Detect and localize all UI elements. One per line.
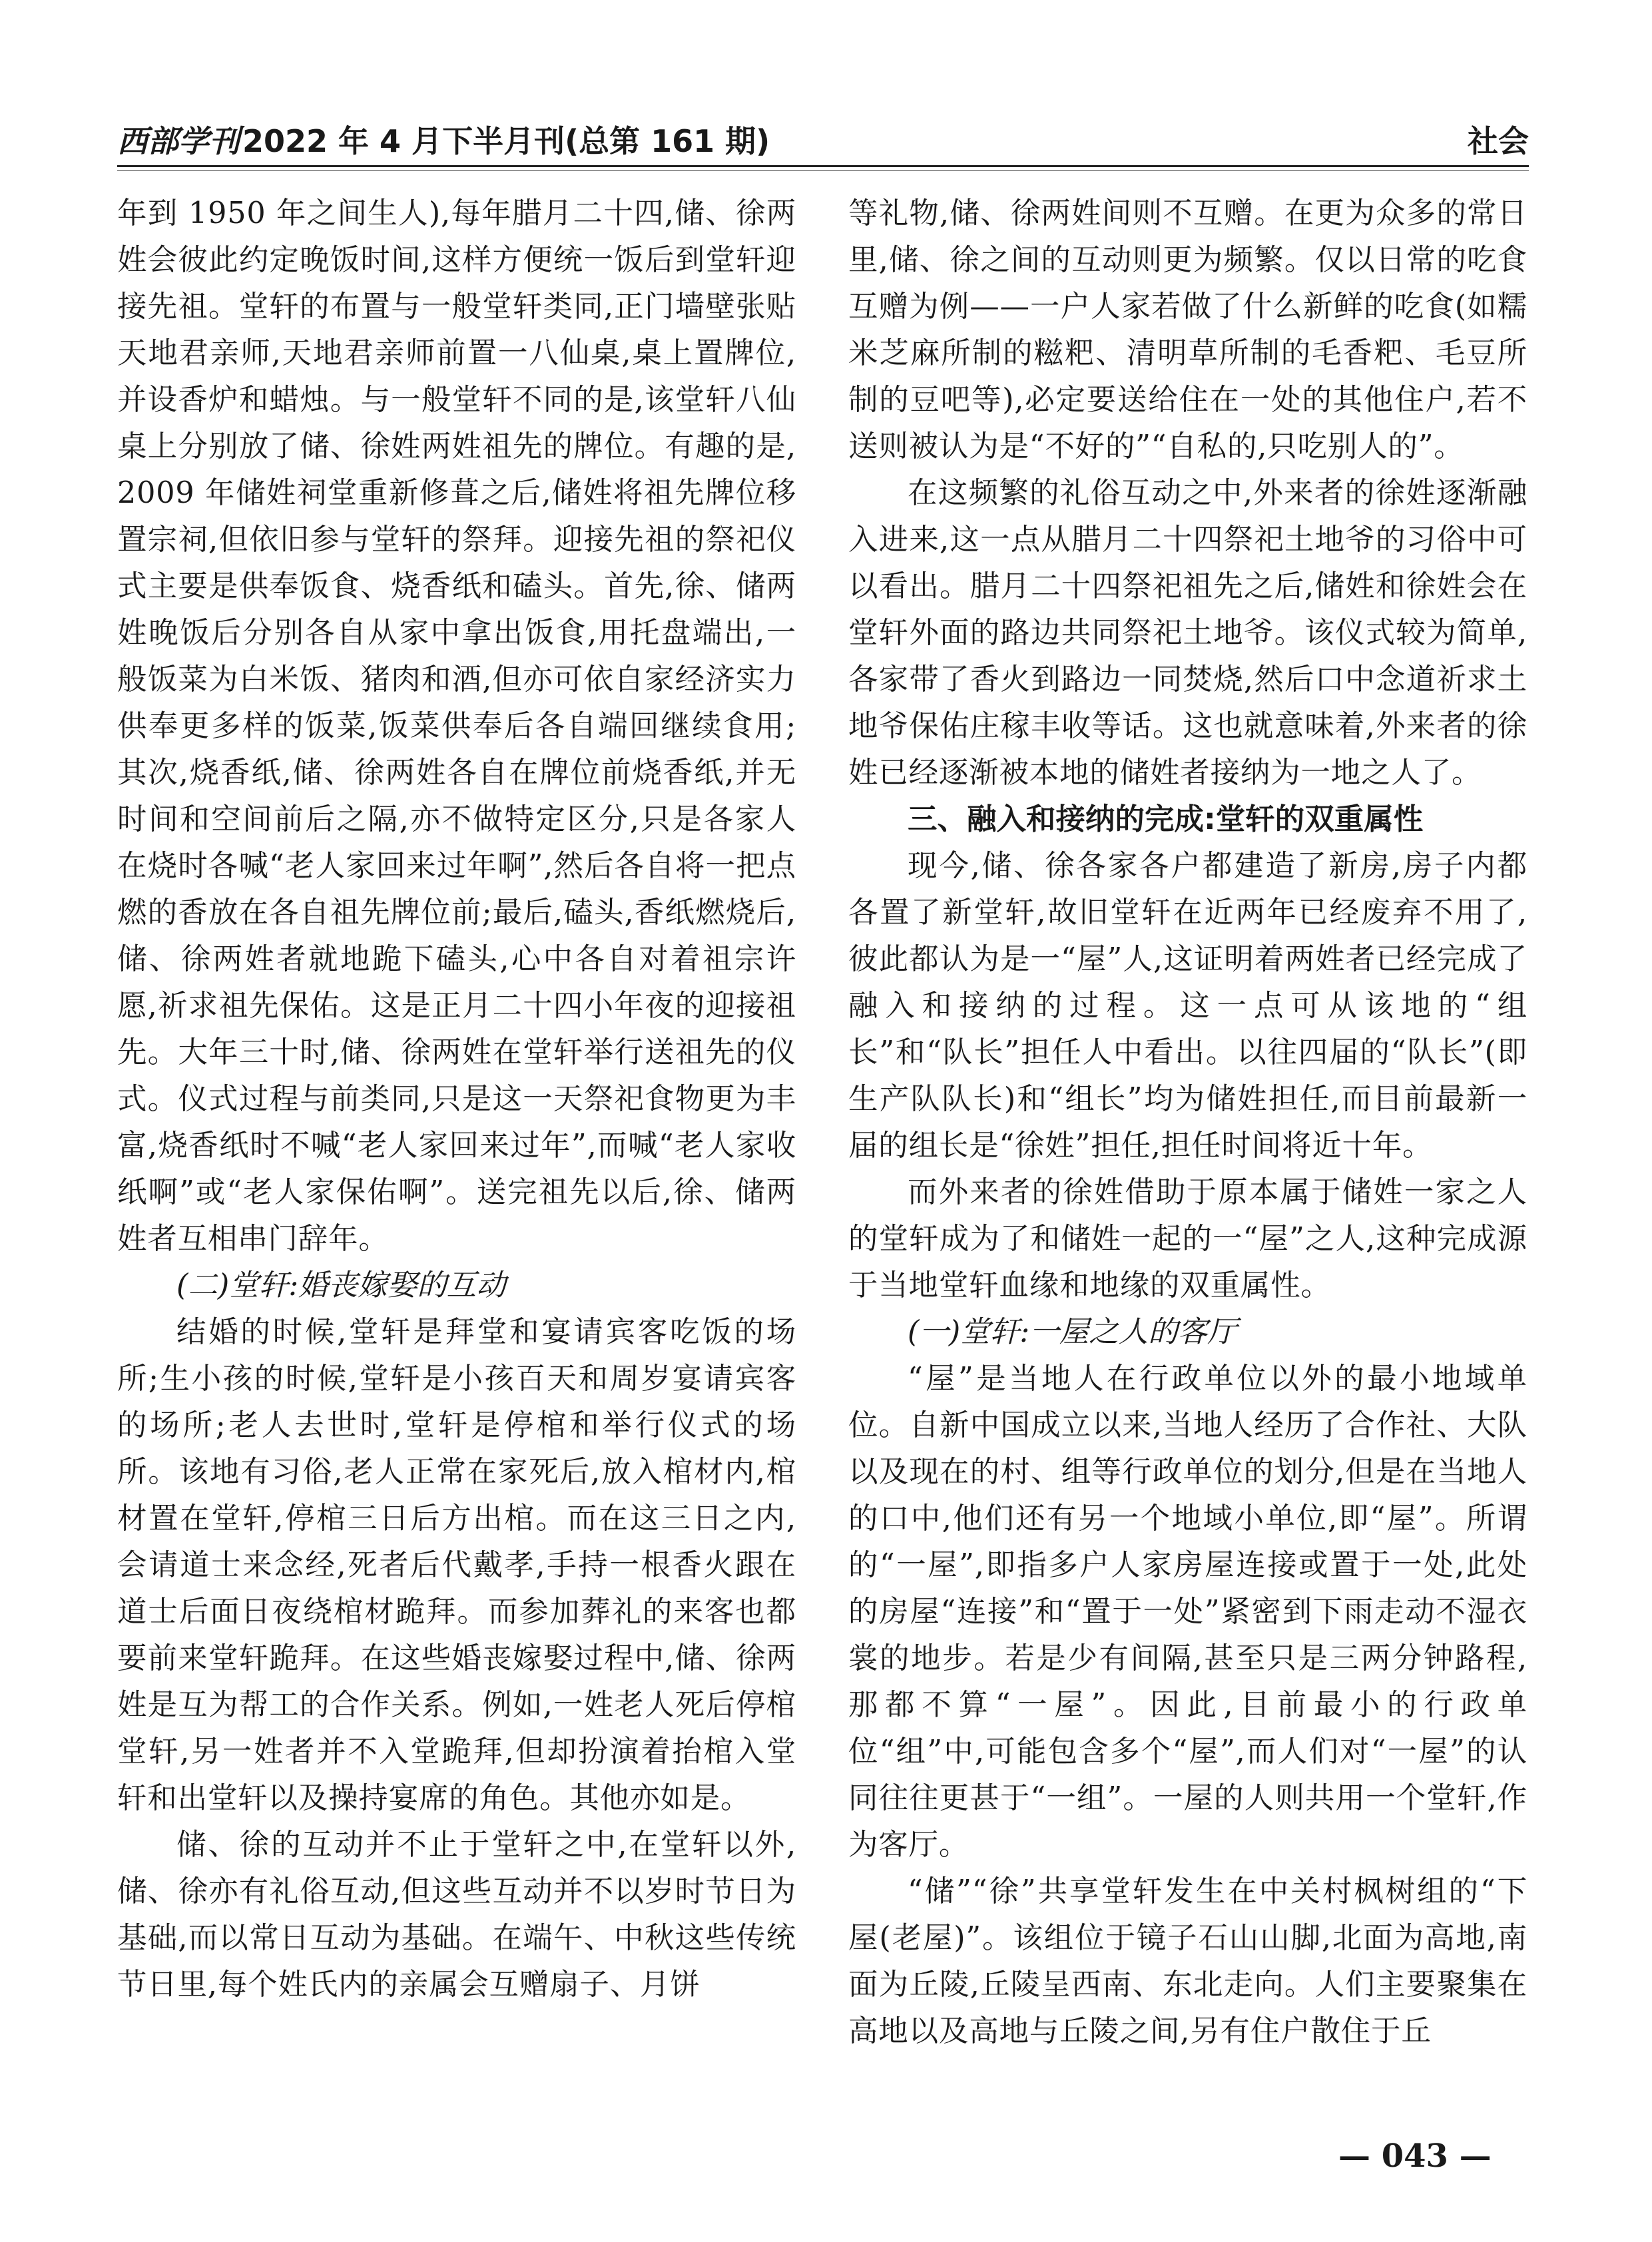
page-header [117, 117, 1529, 160]
paragraph: 现今,储、徐各家各户都建造了新房,房子内都各置了新堂轩,故旧堂轩在近两年已经废弃不用了,彼此都认为是一“屋”人,这证明着两姓者已经完成了融入和接纳的过程。这一点可从该地的“组长”和“队长”担任人中看出。以往四届的“队长”(即生产队队长)和“组长”均为储姓担任,而目前最新一届的组长是“徐姓”担任,担任时间将近十年。 [848, 849, 1527, 1163]
section-label: 社会 [1468, 123, 1529, 159]
paragraph: “储”“徐”共享堂轩发生在中关村枫树组的“下屋(老屋)”。该组位于镜子石山山脚,北面为高地,南面为丘陵,丘陵呈西南、东北走向。人们主要聚集在高地以及高地与丘陵之间,另有住户散住于丘 [848, 1874, 1527, 2048]
sub-heading: (一)堂轩:一屋之人的客厅 [908, 1315, 1237, 1349]
paragraph: “屋”是当地人在行政单位以外的最小地域单位。自新中国成立以来,当地人经历了合作社、大队以及现在的村、组等行政单位的划分,但是在当地人的口中,他们还有另一个地域小单位,即“屋”。所谓的“一屋”,即指多户人家房屋连接或置于一处,此处的房屋“连接”和“置于一处”紧密到下雨走动不湿衣裳的地步。若是少有间隔,甚至只是三两分钟路程,那都不算“一屋”。因此,目前最小的行政单位“组”中,可能包含多个“屋”,而人们对“一屋”的认同往往更甚于“一组”。一屋的人则共用一个堂轩,作为客厅。 [848, 1362, 1527, 1862]
paragraph: 结婚的时候,堂轩是拜堂和宴请宾客吃饭的场所;生小孩的时候,堂轩是小孩百天和周岁宴请宾客的场所;老人去世时,堂轩是停棺和举行仪式的场所。该地有习俗,老人正常在家死后,放入棺材内,棺材置在堂轩,停棺三日后方出棺。而在这三日之内,会请道士来念经,死者后代戴孝,手持一根香火跟在道士后面日夜绕棺材跪拜。而参加葬礼的来客也都要前来堂轩跪拜。在这些婚丧嫁娶过程中,储、徐两姓是互为帮工的合作关系。例如,一姓老人死后停棺堂轩,另一姓者并不入堂跪拜,但却扮演着抬棺入堂轩和出堂轩以及操持宴席的角色。其他亦如是。 [117, 1315, 796, 1815]
paragraph: 年到 1950 年之间生人),每年腊月二十四,储、徐两姓会彼此约定晚饭时间,这样方便统一饭后到堂轩迎接先祖。堂轩的布置与一般堂轩类同,正门墙壁张贴天地君亲师,天地君亲师前置一八仙桌,桌上置牌位,并设香炉和蜡烛。与一般堂轩不同的是,该堂轩八仙桌上分别放了储、徐姓两姓祖先的牌位。有趣的是,2009 年储姓祠堂重新修葺之后,储姓将祖先牌位移置宗祠,但依旧参与堂轩的祭拜。迎接先祖的祭祀仪式主要是供奉饭食、烧香纸和磕头。首先,徐、储两姓晚饭后分别各自从家中拿出饭食,用托盘端出,一般饭菜为白米饭、猪肉和酒,但亦可依自家经济实力供奉更多样的饭菜,饭菜供奉后各自端回继续食用;其次,烧香纸,储、徐两姓各自在牌位前烧香纸,并无时间和空间前后之隔,亦不做特定区分,只是各家人在烧时各喊“老人家回来过年啊”,然后各自将一把点燃的香放在各自祖先牌位前;最后,磕头,香纸燃烧后,储、徐两姓者就地跪下磕头,心中各自对着祖宗许愿,祈求祖先保佑。这是正月二十四小年夜的迎接祖先。大年三十时,储、徐两姓在堂轩举行送祖先的仪式。仪式过程与前类同,只是这一天祭祀食物更为丰富,烧香纸时不喊“老人家回来过年”,而喊“老人家收纸啊”或“老人家保佑啊”。送完祖先以后,徐、储两姓者互相串门辞年。 [117, 196, 796, 1256]
paragraph: 在这频繁的礼俗互动之中,外来者的徐姓逐渐融入进来,这一点从腊月二十四祭祀土地爷的习俗中可以看出。腊月二十四祭祀祖先之后,储姓和徐姓会在堂轩外面的路边共同祭祀土地爷。该仪式较为简单,各家带了香火到路边一同焚烧,然后口中念道祈求土地爷保佑庄稼丰收等话。这也就意味着,外来者的徐姓已经逐渐被本地的储姓者接纳为一地之人了。 [848, 476, 1527, 790]
paragraph: 等礼物,储、徐两姓间则不互赠。在更为众多的常日里,储、徐之间的互动则更为频繁。仅以日常的吃食互赠为例——一户人家若做了什么新鲜的吃食(如糯米芝麻所制的糍粑、清明草所制的毛香粑、毛豆所制的豆吧等),必定要送给住在一处的其他住户,若不送则被认为是“不好的”“自私的,只吃别人的”。 [848, 196, 1527, 463]
left-column [117, 190, 796, 2008]
paragraph: 而外来者的徐姓借助于原本属于储姓一家之人的堂轩成为了和储姓一起的一“屋”之人,这种完成源于当地堂轩血缘和地缘的双重属性。 [848, 1175, 1527, 1302]
paragraph: 储、徐的互动并不止于堂轩之中,在堂轩以外,储、徐亦有礼俗互动,但这些互动并不以岁时节日为基础,而以常日互动为基础。在端午、中秋这些传统节日里,每个姓氏内的亲属会互赠扇子、月饼 [117, 1828, 796, 2002]
sub-heading: (二)堂轩:婚丧嫁娶的互动 [176, 1268, 506, 1302]
journal-title [117, 117, 770, 161]
header-rule [117, 165, 1529, 167]
journal-issue: 2022 年 4 月下半月刊(总第 161 期) [242, 123, 770, 159]
journal-logo: 西部学刊 [117, 123, 240, 159]
header-rule-thin [117, 170, 1529, 171]
right-column [848, 190, 1527, 2055]
page-number: — 043 — [1338, 2137, 1492, 2175]
section-heading: 三、融入和接纳的完成:堂轩的双重属性 [908, 802, 1424, 836]
